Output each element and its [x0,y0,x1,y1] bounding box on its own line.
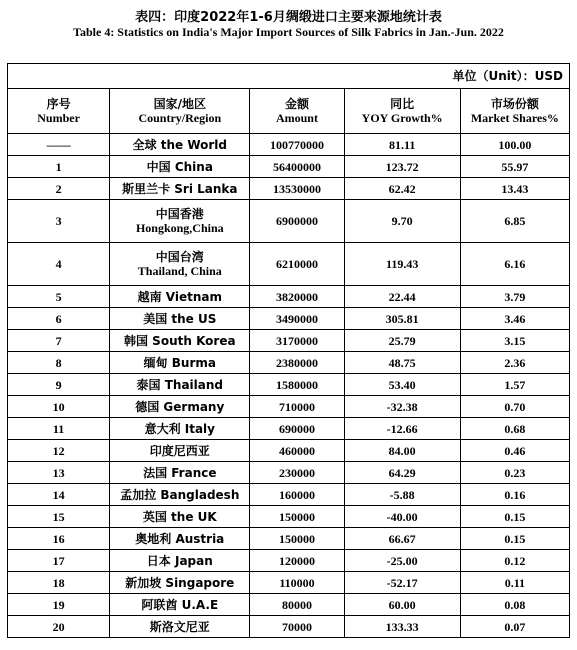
cell-country: 印度尼西亚 [110,440,250,462]
cell-share: 6.85 [460,200,569,243]
table-row [8,550,570,572]
cell-amount: 150000 [250,528,344,550]
table-row [8,178,570,200]
cell-share: 6.16 [460,243,569,286]
cell-yoy: 66.67 [344,528,460,550]
header-en: Market Shares% [470,111,559,125]
cell-yoy: -32.38 [344,396,460,418]
cell-share: 0.46 [460,440,569,462]
cell-number: 15 [8,506,110,528]
cell-amount: 3490000 [250,308,344,330]
cell-share: 13.43 [460,178,569,200]
cell-country: 美国 the US [110,308,250,330]
header-en: Amount [275,111,318,125]
cell-yoy: 53.40 [344,374,460,396]
cell-share: 0.08 [460,594,569,616]
cell-number: 4 [8,243,110,286]
cell-country: 斯里兰卡 Sri Lanka [110,178,250,200]
cell-yoy: 81.11 [344,134,460,156]
cell-share: 3.79 [460,286,569,308]
cell-share: 0.68 [460,418,569,440]
cell-share: 0.12 [460,550,569,572]
table-row [8,156,570,178]
table-row [8,352,570,374]
header-cn: 同比 [390,97,415,111]
cell-number: 10 [8,396,110,418]
cell-yoy: 60.00 [344,594,460,616]
cell-share: 3.46 [460,308,569,330]
cell-share: 1.57 [460,374,569,396]
cell-number: 13 [8,462,110,484]
cell-amount: 120000 [250,550,344,572]
cell-number: 14 [8,484,110,506]
cell-yoy: 48.75 [344,352,460,374]
cell-share: 0.23 [460,462,569,484]
table-row [8,594,570,616]
header-country [110,89,250,134]
cell-share: 0.16 [460,484,569,506]
cell-country: 越南 Vietnam [110,286,250,308]
cell-amount: 690000 [250,418,344,440]
cell-number: 7 [8,330,110,352]
cell-country: 孟加拉 Bangladesh [110,484,250,506]
country-name-cn: 中国台湾 [155,250,204,264]
cell-share: 0.70 [460,396,569,418]
cell-amount: 13530000 [250,178,344,200]
cell-yoy: 123.72 [344,156,460,178]
cell-country [110,200,250,243]
cell-yoy: -12.66 [344,418,460,440]
cell-amount: 460000 [250,440,344,462]
cell-number: 16 [8,528,110,550]
table-row [8,200,570,243]
cell-number: 3 [8,200,110,243]
cell-yoy: 25.79 [344,330,460,352]
header-cn: 国家/地区 [153,97,206,111]
cell-country: 韩国 South Korea [110,330,250,352]
cell-country: 中国 China [110,156,250,178]
table-row [8,528,570,550]
table-title-chinese: 表四：印度2022年1-6月绸缎进口主要来源地统计表 [135,10,442,25]
cell-share: 0.11 [460,572,569,594]
cell-country: 阿联酋 U.A.E [110,594,250,616]
cell-amount: 6900000 [250,200,344,243]
cell-number: 5 [8,286,110,308]
cell-amount: 3170000 [250,330,344,352]
cell-yoy: 62.42 [344,178,460,200]
cell-country: 缅甸 Burma [110,352,250,374]
cell-country: 全球 the World [110,134,250,156]
cell-amount: 80000 [250,594,344,616]
table-row [8,616,570,638]
cell-country: 英国 the UK [110,506,250,528]
table-row [8,134,570,156]
cell-country: 法国 France [110,462,250,484]
cell-share: 2.36 [460,352,569,374]
cell-number: 12 [8,440,110,462]
cell-number: 6 [8,308,110,330]
cell-share: 3.15 [460,330,569,352]
table-row [8,572,570,594]
unit-label: 单位（Unit）：USD [8,64,570,89]
header-en: YOY Growth% [361,111,443,125]
country-name-cn: 中国香港 [155,207,204,221]
table-row [8,506,570,528]
cell-yoy: 119.43 [344,243,460,286]
cell-yoy: 22.44 [344,286,460,308]
cell-share: 0.07 [460,616,569,638]
header-en: Number [37,111,80,125]
cell-amount: 3820000 [250,286,344,308]
country-name-en: Hongkong,China [135,221,224,235]
table-title-english: Table 4: Statistics on India's Major Import Sources of Silk Fabrics in Jan.-Jun. 2022 [73,25,504,39]
table-row [8,440,570,462]
cell-amount: 110000 [250,572,344,594]
cell-amount: 100770000 [250,134,344,156]
cell-country: 意大利 Italy [110,418,250,440]
country-name-en: Thailand, China [137,264,222,278]
header-share [460,89,569,134]
cell-amount: 6210000 [250,243,344,286]
cell-yoy: 84.00 [344,440,460,462]
cell-amount: 2380000 [250,352,344,374]
table-row [8,418,570,440]
header-cn: 金额 [284,97,309,111]
cell-yoy: 305.81 [344,308,460,330]
cell-amount: 1580000 [250,374,344,396]
table-row [8,286,570,308]
header-yoy [344,89,460,134]
cell-number: 18 [8,572,110,594]
cell-share: 100.00 [460,134,569,156]
cell-number: 2 [8,178,110,200]
table-row [8,462,570,484]
cell-amount: 230000 [250,462,344,484]
header-cn: 市场份额 [490,97,539,111]
cell-number: 8 [8,352,110,374]
cell-number: 11 [8,418,110,440]
header-number [8,89,110,134]
table-row [8,243,570,286]
cell-share: 0.15 [460,506,569,528]
cell-share: 55.97 [460,156,569,178]
cell-amount: 70000 [250,616,344,638]
cell-yoy: -40.00 [344,506,460,528]
cell-number: 19 [8,594,110,616]
cell-country: 泰国 Thailand [110,374,250,396]
cell-country: 奥地利 Austria [110,528,250,550]
header-cn: 序号 [46,97,71,111]
cell-yoy: 9.70 [344,200,460,243]
cell-share: 0.15 [460,528,569,550]
cell-yoy: -52.17 [344,572,460,594]
cell-number: 20 [8,616,110,638]
cell-number: 9 [8,374,110,396]
table-row [8,396,570,418]
header-amount [250,89,344,134]
cell-yoy: -25.00 [344,550,460,572]
cell-yoy: 133.33 [344,616,460,638]
cell-yoy: 64.29 [344,462,460,484]
cell-number: 17 [8,550,110,572]
cell-number: 1 [8,156,110,178]
cell-country: 日本 Japan [110,550,250,572]
header-row [8,89,570,134]
cell-number: —— [8,134,110,156]
cell-yoy: -5.88 [344,484,460,506]
table-row [8,484,570,506]
import-sources-table [7,63,570,638]
cell-country: 新加坡 Singapore [110,572,250,594]
table-row [8,308,570,330]
table-row [8,374,570,396]
table-row [8,330,570,352]
cell-country: 斯洛文尼亚 [110,616,250,638]
cell-country: 德国 Germany [110,396,250,418]
cell-amount: 150000 [250,506,344,528]
cell-amount: 160000 [250,484,344,506]
header-en: Country/Region [138,111,222,125]
cell-amount: 56400000 [250,156,344,178]
cell-country [110,243,250,286]
cell-amount: 710000 [250,396,344,418]
